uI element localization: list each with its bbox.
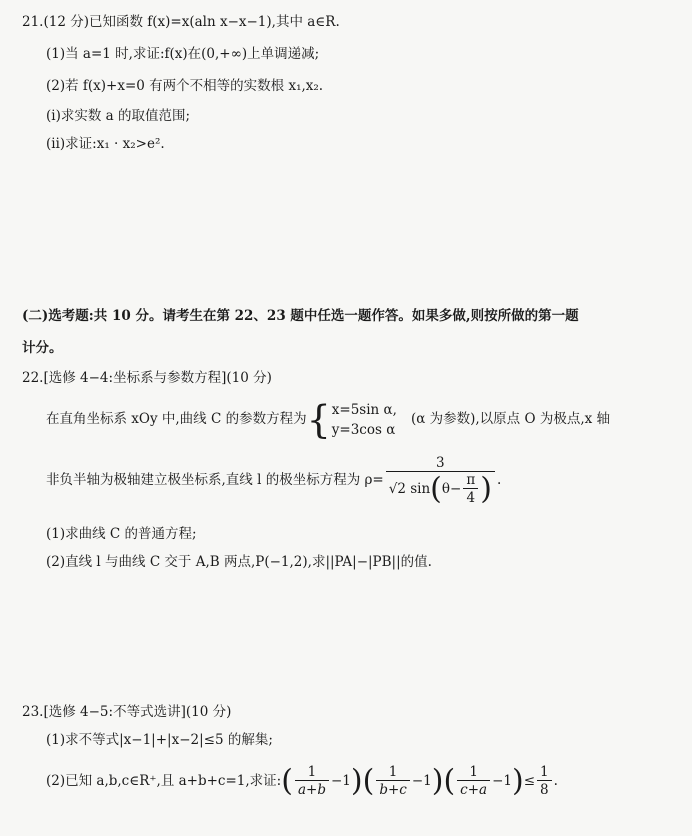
polar-theta: θ− [441, 480, 462, 497]
q21-part2-i: (ⅰ)求实数 a 的取值范围; [46, 108, 191, 124]
q22-intro-after: (α 为参数),以原点 O 为极点,x 轴 [410, 411, 611, 427]
system-brace: { [306, 397, 331, 442]
q22-intro-before: 在直角坐标系 xOy 中,曲线 C 的参数方程为 [46, 411, 307, 427]
polar-den [386, 471, 495, 507]
q22-polar-before: 非负半轴为极轴建立极坐标系,直线 l 的极坐标方程为 ρ= [46, 472, 384, 488]
eq-x: x=5sin α, [331, 401, 397, 418]
minus-one-1: −1 [330, 773, 351, 789]
frac-1-num: 1 [307, 764, 317, 780]
rhs-den: 8 [537, 780, 552, 799]
paren-open: ( [362, 763, 375, 799]
minus-one-3: −1 [492, 773, 512, 789]
q21-part2-ii: (ⅱ)求证:x₁ · x₂>e². [46, 136, 165, 152]
q22-part1: (1)求曲线 C 的普通方程; [46, 526, 197, 542]
paren-close: ) [350, 763, 363, 799]
paren-open: ( [281, 763, 293, 799]
rhs-frac [537, 764, 552, 799]
polar-num: 3 [436, 454, 445, 471]
q23-part1: (1)求不等式|x−1|+|x−2|≤5 的解集; [46, 732, 273, 748]
frac-2-num: 1 [388, 764, 398, 780]
frac-3-num: 1 [469, 764, 478, 780]
section2-line2: 计分。 [22, 340, 63, 356]
minus-one-2: −1 [411, 773, 432, 789]
polar-after: . [496, 472, 502, 488]
paren-open: ( [430, 471, 442, 506]
q23-end: . [553, 773, 558, 789]
pi-den: 4 [463, 488, 478, 507]
rhs-num: 1 [540, 764, 549, 780]
q23-header: 23.[选修 4−5:不等式选讲](10 分) [22, 704, 232, 720]
paren-open: ( [443, 763, 456, 799]
frac-2-den: b+c [376, 780, 410, 799]
frac-3-den: c+a [457, 780, 490, 799]
paren-close: ) [431, 763, 444, 799]
section2-line1: (二)选考题:共 10 分。请考生在第 22、23 题中任选一题作答。如果多做,则按所做的第一题 [22, 308, 579, 324]
q23-part2-before: (2)已知 a,b,c∈R⁺,且 a+b+c=1,求证: [46, 773, 282, 789]
q22-header: 22.[选修 4−4:坐标系与参数方程](10 分) [22, 370, 272, 386]
q23-part2 [46, 756, 558, 806]
polar-den-pre: √2 sin [388, 480, 431, 497]
q21-part1: (1)当 a=1 时,求证:f(x)在(0,+∞)上单调递减; [46, 46, 320, 62]
frac-2 [376, 764, 410, 799]
pi-over-4 [463, 472, 478, 507]
frac-3 [457, 764, 490, 799]
polar-fraction [386, 455, 495, 507]
frac-1-den: a+b [295, 780, 329, 799]
paren-close: ) [512, 763, 524, 799]
paren-close: ) [480, 471, 492, 506]
q22-parametric-line [46, 397, 610, 441]
q22-part2: (2)直线 l 与曲线 C 交于 A,B 两点,P(−1,2),求||PA|−|PB||的值. [46, 554, 432, 570]
parametric-system [332, 400, 397, 440]
q21-header: 21.(12 分)已知函数 f(x)=x(aln x−x−1),其中 a∈R. [22, 14, 340, 30]
pi-num: π [466, 471, 476, 488]
frac-1 [295, 764, 329, 799]
q21-part2: (2)若 f(x)+x=0 有两个不相等的实数根 x₁,x₂. [46, 78, 324, 94]
le-sign: ≤ [523, 773, 536, 789]
eq-y: y=3cos α [331, 421, 396, 438]
q22-polar-line [46, 452, 501, 508]
